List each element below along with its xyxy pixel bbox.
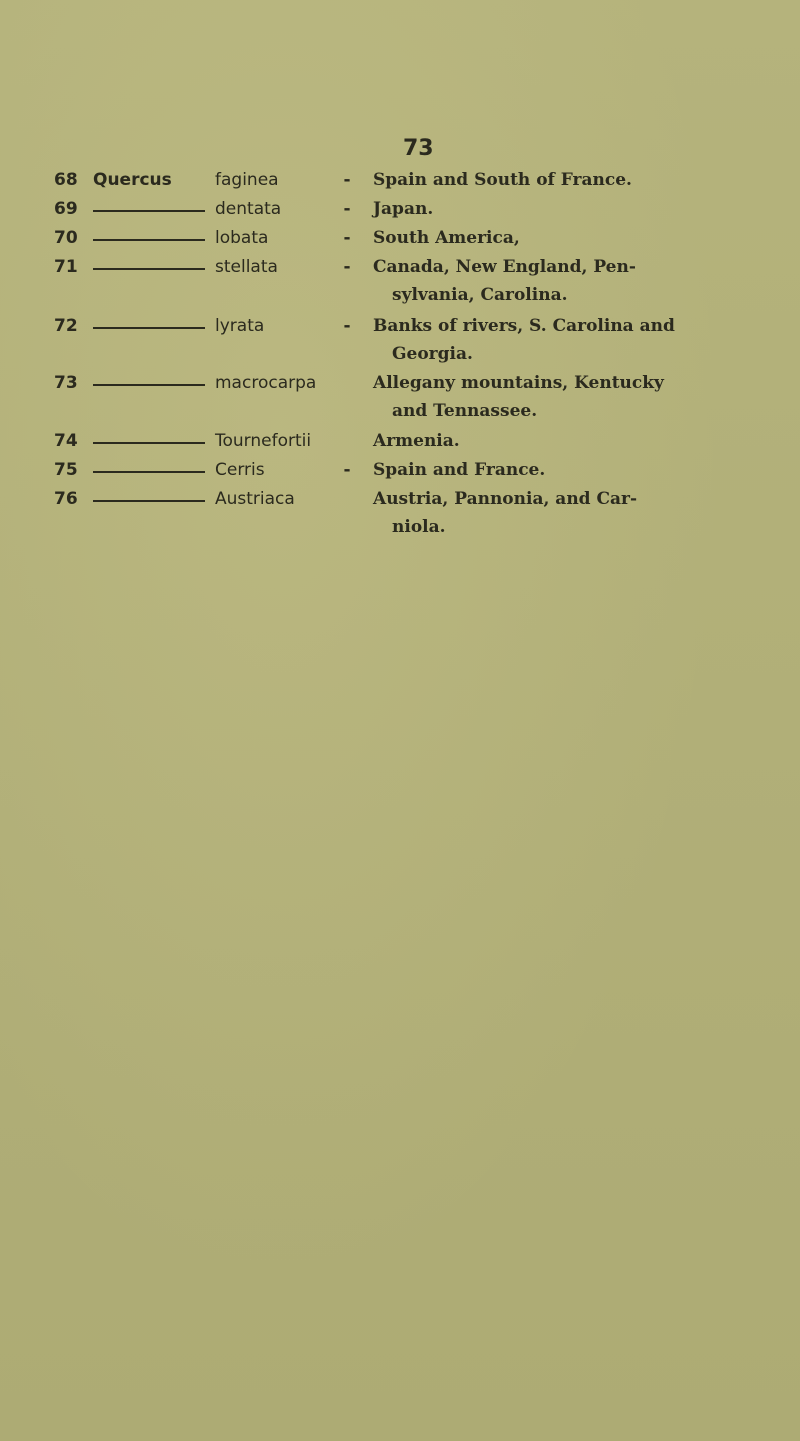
entry-number: 69	[54, 199, 78, 219]
region-text	[373, 427, 733, 455]
region-text	[373, 456, 733, 484]
region-line-continued: and Tennassee.	[392, 401, 538, 421]
entry-number: 74	[54, 431, 78, 451]
region-line-continued: Georgia.	[392, 344, 473, 364]
region-line: South America,	[373, 228, 520, 248]
entry-row	[0, 489, 800, 537]
region-text	[373, 166, 733, 194]
leader-dash: -	[343, 257, 351, 277]
region-text	[373, 312, 733, 368]
species-name: faginea	[215, 170, 279, 190]
leader-dash: -	[343, 170, 351, 190]
species-name: stellata	[215, 257, 278, 277]
entry-row	[0, 316, 800, 364]
species-name: Tournefortii	[215, 431, 312, 451]
species-name: macrocarpa	[215, 373, 317, 393]
leader-dash: -	[343, 228, 351, 248]
ditto-rule	[93, 442, 205, 444]
region-line-continued: sylvania, Carolina.	[392, 285, 568, 305]
ditto-rule	[93, 239, 205, 241]
entry-row	[0, 373, 800, 421]
ditto-rule	[93, 471, 205, 473]
ditto-rule	[93, 268, 205, 270]
page-number: 73	[403, 136, 434, 161]
region-line: Armenia.	[373, 431, 460, 451]
leader-dash: -	[343, 460, 351, 480]
region-line: Banks of rivers, S. Carolina and	[373, 316, 675, 336]
region-text	[373, 369, 733, 425]
region-line: Allegany mountains, Kentucky	[373, 373, 664, 393]
region-text	[373, 485, 733, 541]
species-name: lyrata	[215, 316, 265, 336]
entry-row	[0, 257, 800, 305]
species-name: Austriaca	[215, 489, 295, 509]
region-line: Austria, Pannonia, and Car-	[373, 489, 638, 509]
species-name: Cerris	[215, 460, 265, 480]
ditto-rule	[93, 327, 205, 329]
entry-number: 75	[54, 460, 78, 480]
leader-dash: -	[343, 199, 351, 219]
entry-number: 76	[54, 489, 78, 509]
entry-number: 72	[54, 316, 78, 336]
region-line: Canada, New England, Pen-	[373, 257, 636, 277]
region-line-continued: niola.	[392, 517, 446, 537]
species-name: dentata	[215, 199, 282, 219]
ditto-rule	[93, 384, 205, 386]
genus-name: Quercus	[93, 170, 172, 190]
region-line: Spain and South of France.	[373, 170, 632, 190]
region-text	[373, 253, 733, 309]
leader-dash: -	[343, 316, 351, 336]
region-line: Japan.	[373, 199, 434, 219]
entry-number: 68	[54, 170, 78, 190]
entry-number: 71	[54, 257, 78, 277]
region-text	[373, 224, 733, 252]
ditto-rule	[93, 500, 205, 502]
species-name: lobata	[215, 228, 269, 248]
entry-number: 73	[54, 373, 78, 393]
entry-number: 70	[54, 228, 78, 248]
region-line: Spain and France.	[373, 460, 546, 480]
region-text	[373, 195, 733, 223]
ditto-rule	[93, 210, 205, 212]
